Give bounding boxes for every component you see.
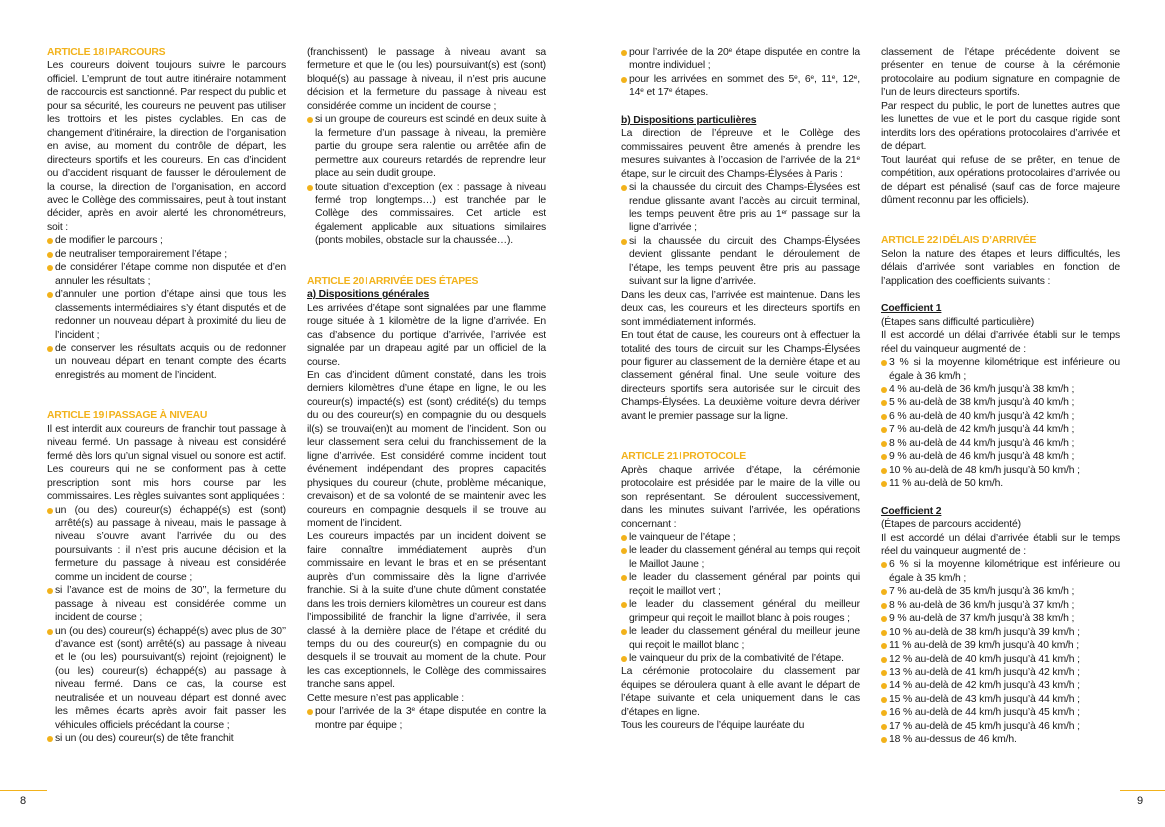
article-20-list-b <box>621 181 860 289</box>
article-20-subheading-a: a) Dispositions générales <box>307 289 430 301</box>
article-21-p3-start: Tous les coureurs de l’équipe lauréate du <box>621 720 805 732</box>
article-20-list-part1 <box>307 705 546 732</box>
list-item: si l’avance est de moins de 30’’, la fermeture du passage à niveau est considérée comme un incident de course ; <box>47 584 286 624</box>
article-20-p7: En tout état de cause, les coureurs ont à effectuer la totalité des tours de circuit sur les Champs-Élysées pour figurer au classement de la dernière étape et au classement général final. Une seule voiture des directeurs sportifs sera autorisée sur le circuit des Champs-Élysées. La deuxième voiture devra dériver avant le premier passage sur la ligne. <box>621 330 860 422</box>
list-item: 8 % au-delà de 36 km/h jusqu’à 37 km/h ; <box>881 599 1120 612</box>
list-item: un (ou des) coureur(s) échappé(s) avec plus de 30’’ d’avance est (sont) arrêté(s) au passage à niveau et le (ou les) poursuivant(s) rejoint (rejoignent) le (ou les) coureur(s) échappé(s) au passage à niveau fermé. Dans ce cas, la course est neutralisée et un nouveau départ est donné avec les mêmes écarts après avoir fait passer les véhicules officiels précédant la course ; <box>47 625 286 733</box>
list-item: pour l’arrivée de la 20e étape disputée en contre la montre individuel ; <box>621 46 860 73</box>
list-item: 14 % au-delà de 42 km/h jusqu’à 43 km/h ; <box>881 679 1120 692</box>
list-item: le leader du classement général par points qui reçoit le maillot vert ; <box>621 571 860 598</box>
article-21-list <box>621 531 860 666</box>
list-item: 17 % au-delà de 45 km/h jusqu’à 46 km/h ; <box>881 720 1120 733</box>
column-2 <box>307 46 546 732</box>
article-19-list-part1 <box>47 504 286 746</box>
list-item: 9 % au-delà de 46 km/h jusqu’à 48 km/h ; <box>881 450 1120 463</box>
coefficient-1-subtitle: (Étapes sans difficulté particulière) <box>881 316 1035 328</box>
footer-rule-right <box>1120 790 1165 791</box>
article-21-p2: La cérémonie protocolaire du classement par équipes se déroulera quant à elle avant le départ de l’étape suivante et cela uniquement dans le cas d’étapes en ligne. <box>621 666 860 718</box>
list-item: 8 % au-delà de 44 km/h jusqu’à 46 km/h ; <box>881 437 1120 450</box>
article-22-p1: Selon la nature des étapes et leurs difficultés, les délais d’arrivée sont variables en fonction de l’application des coefficients suivants : <box>881 248 1120 287</box>
article-20-subheading-b: b) Dispositions particulières <box>621 114 757 126</box>
list-item: si la chaussée du circuit des Champs-Élysées est rendue glissante avant l’accès au circuit terminal, les temps peuvent être pris au 1er passage sur la ligne d’arrivée ; <box>621 181 860 235</box>
list-item: le leader du classement général au temps qui reçoit le Maillot Jaune ; <box>621 544 860 571</box>
list-item: un (ou des) coureur(s) échappé(s) est (sont) arrêté(s) au passage à niveau, mais le passage à niveau s’ouvre avant l’arrivée du ou des poursuivants : il n’est pris aucune décision et la fermeture du passage à niveau est considérée comme un incident de course ; <box>47 504 286 585</box>
page-number-right: 9 <box>1137 795 1144 807</box>
list-item: si un groupe de coureurs est scindé en deux suite à la fermeture d’un passage à niveau, la première partie du groupe sera ralentie ou arrêtée afin de permettre aux coureurs retardés de reprendre leur place au sein dudit groupe. <box>307 113 546 180</box>
list-item: 9 % au-delà de 37 km/h jusqu’à 38 km/h ; <box>881 612 1120 625</box>
coefficient-2-title: Coefficient 2 <box>881 505 942 517</box>
column-1 <box>47 46 286 746</box>
list-item: le vainqueur du prix de la combativité de l’étape. <box>621 652 860 665</box>
list-item: 3 % si la moyenne kilométrique est inférieure ou égale à 36 km/h ; <box>881 356 1120 383</box>
article-19-intro: Il est interdit aux coureurs de franchir tout passage à niveau fermé. Un passage à niveau est considéré fermé dès lors qu’un signal visuel ou sonore est actif. Les coureurs qui ne se conforment pas à cette prescription sont mis hors course par les commissaires. Les règles suivantes sont appliquées : <box>47 423 286 503</box>
list-item: le vainqueur de l’étape ; <box>621 531 860 544</box>
coefficient-2-subtitle: (Étapes de parcours accidenté) <box>881 519 1021 531</box>
list-item: 10 % au-delà de 48 km/h jusqu’à 50 km/h ; <box>881 464 1120 477</box>
list-item: de considérer l’étape comme non disputée et d’en annuler les résultats ; <box>47 261 286 288</box>
list-item: 7 % au-delà de 42 km/h jusqu’à 44 km/h ; <box>881 423 1120 436</box>
list-item: 10 % au-delà de 38 km/h jusqu’à 39 km/h ; <box>881 626 1120 639</box>
article-21-p1: Après chaque arrivée d’étape, la cérémonie protocolaire est présidée par le maire de la ville ou son représentant. Se déroulent successivement, dans les minutes suivant l’arrivée, les opérations concernant : <box>621 464 860 530</box>
list-item: de neutraliser temporairement l’étape ; <box>47 248 286 261</box>
list-item: 11 % au-delà de 50 km/h. <box>881 477 1120 490</box>
article-21-heading: ARTICLE 21IPROTOCOLE <box>621 451 746 463</box>
list-item: de modifier le parcours ; <box>47 234 286 247</box>
list-item: d’annuler une portion d’étape ainsi que tous les classements intermédiaires s’y étant disputés et de redonner un nouveau départ à proximité du lieu de l’incident ; <box>47 288 286 342</box>
coefficient-1-intro: Il est accordé un délai d’arrivée établi sur le temps réel du vainqueur augmenté de : <box>881 330 1120 355</box>
article-20-p2: En cas d’incident dûment constaté, dans les trois derniers kilomètres d’une étape en ligne, le ou les coureur(s) impacté(s) est (sont) crédité(s) du temps du ou des coureur(s) en compagnie du ou desquels il(s) se trouvai(en)t au moment de l’incident. Son ou leur classement sera celui du franchissement de la ligne d’arrivée. Est considéré comme incident tout événement indépendant des propres capacités physiques du coureur (chute, problème mécanique, crevaison) et de sa volonté de se maintenir avec les coureurs en compagnie desquels il se trouve au moment de l’incident. <box>307 369 546 529</box>
coefficient-2-list <box>881 558 1120 746</box>
list-item: si un (ou des) coureur(s) de tête franchit <box>47 732 286 745</box>
list-item: 16 % au-delà de 44 km/h jusqu’à 45 km/h ; <box>881 706 1120 719</box>
article-21-p4: Par respect du public, le port de lunettes autres que les lunettes de vue et le port du casque rigide sont interdits lors des opérations protocolaires d’arrivée et de départ. <box>881 100 1120 153</box>
list-item: 13 % au-delà de 41 km/h jusqu’à 42 km/h ; <box>881 666 1120 679</box>
article-22-heading: ARTICLE 22IDÉLAIS D’ARRIVÉE <box>881 235 1037 247</box>
article-20-p5: La direction de l’épreuve et le Collège des commissaires peuvent être amenés à prendre les mesures suivantes à l’occasion de l’arrivée de la 21e étape, sur le circuit des Champs-Élysées à Paris : <box>621 128 860 180</box>
list-item: si la chaussée du circuit des Champs-Élysées devient glissante pendant le déroulement de l’étape, les temps peuvent être pris au passage suivant sur la ligne d’arrivée. <box>621 235 860 289</box>
coefficient-1-list <box>881 356 1120 491</box>
article-20-p4: Cette mesure n’est pas applicable : <box>307 692 465 704</box>
article-21-p5: Tout lauréat qui refuse de se prêter, en tenue de compétition, aux opérations protocolaires d’arrivée ou de départ est pénalisé (sauf cas de force majeure dûment reconnu par les officiels). <box>881 154 1120 206</box>
list-item: 7 % au-delà de 35 km/h jusqu’à 36 km/h ; <box>881 585 1120 598</box>
column-4 <box>881 46 1120 747</box>
list-item: 11 % au-delà de 39 km/h jusqu’à 40 km/h ; <box>881 639 1120 652</box>
list-item: de conserver les résultats acquis ou de redonner un nouveau départ en tenant compte des écarts enregistrés au moment de l’incident. <box>47 342 286 382</box>
list-item: 6 % si la moyenne kilométrique est inférieure ou égale à 35 km/h ; <box>881 558 1120 585</box>
list-item: 18 % au-dessus de 46 km/h. <box>881 733 1120 746</box>
article-21-p3-continued: classement de l’étape précédente doivent se présenter en tenue de course à la cérémonie protocolaire au podium signature en compagnie de l’un de leurs directeurs sportifs. <box>881 47 1120 99</box>
list-item: le leader du classement général du meilleur jeune qui reçoit le maillot blanc ; <box>621 625 860 652</box>
article-20-list-part2 <box>621 46 860 100</box>
coefficient-1-title: Coefficient 1 <box>881 303 942 315</box>
list-item: 4 % au-delà de 36 km/h jusqu’à 38 km/h ; <box>881 383 1120 396</box>
article-19-heading: ARTICLE 19IPASSAGE À NIVEAU <box>47 410 208 422</box>
page-number-left: 8 <box>20 795 27 807</box>
list-item: 5 % au-delà de 38 km/h jusqu’à 40 km/h ; <box>881 396 1120 409</box>
coefficient-2-intro: Il est accordé un délai d’arrivée établi sur le temps réel du vainqueur augmenté de : <box>881 532 1120 557</box>
list-item: 6 % au-delà de 40 km/h jusqu’à 42 km/h ; <box>881 410 1120 423</box>
list-item: pour les arrivées en sommet des 5e, 6e, 11e, 12e, 14e et 17e étapes. <box>621 73 860 100</box>
article-18-heading: ARTICLE 18IPARCOURS <box>47 47 166 58</box>
article-19-list-part2 <box>307 113 546 248</box>
article-20-heading: ARTICLE 20IARRIVÉE DES ÉTAPES <box>307 275 479 287</box>
column-3 <box>621 46 860 733</box>
list-item: toute situation d’exception (ex : passage à niveau fermé trop longtemps…) est tranchée par le Collège des commissaires. Cet article est également applicable aux situations similaires (ponts mobiles, obstacle sur la chaussée…). <box>307 181 546 248</box>
article-20-p6: Dans les deux cas, l’arrivée est maintenue. Dans les deux cas, les coureurs et les directeurs sportifs en sont immédiatement informés. <box>621 289 860 328</box>
list-item: 15 % au-delà de 43 km/h jusqu’à 44 km/h ; <box>881 693 1120 706</box>
footer-rule-left <box>0 790 47 791</box>
article-19-continued: (franchissent) le passage à niveau avant sa fermeture et que le (ou les) poursuivant(s) est (sont) bloqué(s) au passage à niveau, il n’est pris aucune décision et la fermeture du passage à niveau est considérée comme un incident de course ; <box>307 47 546 112</box>
list-item: 12 % au-delà de 40 km/h jusqu’à 41 km/h ; <box>881 653 1120 666</box>
article-20-p1: Les arrivées d’étape sont signalées par une flamme rouge située à 1 kilomètre de la ligne d’arrivée. En cas d’absence du portique d’arrivée, l’arrivée est signalée par un drapeau agité par un officiel de la course. <box>307 302 546 368</box>
article-18-intro: Les coureurs doivent toujours suivre le parcours officiel. L’emprunt de tout autre itinéraire notamment de raccourcis est sanctionné. Par respect du public et pour sa sécurité, les coureurs ne peuvent pas utiliser les trottoirs et les pistes cyclables. En cas de changement d’itinéraire, la direction de l’organisation en avise, au moment du contrôle de départ, les directeurs sportifs et les coureurs. En cas d’incident ou d’accident risquant de fausser le déroulement de la course, la direction de l’organisation, en accord avec le Collège des commissaires, peut à tout instant décider, après en avoir alerté les chronométreurs, soit : <box>47 60 286 233</box>
list-item: le leader du classement général du meilleur grimpeur qui reçoit le maillot blanc à pois rouges ; <box>621 598 860 625</box>
article-18-list <box>47 234 286 382</box>
list-item: pour l’arrivée de la 3e étape disputée en contre la montre par équipe ; <box>307 705 546 732</box>
article-20-p3: Les coureurs impactés par un incident doivent se faire connaître immédiatement auprès d’un commissaire en levant le bras et en se présentant auprès d’un commissaire dès la ligne d’arrivée franchie. Si à la suite d’une chute dûment constatée dans les trois derniers kilomètres un coureur est dans l’impossibilité de franchir la ligne d’arrivée, il sera classé à la dernière place de l’étape et crédité du temps du ou des coureur(s) en compagnie du ou desquels il se trouvait au moment de la chute. Pour les cas exceptionnels, le Collège des commissaires tranche sans appel. <box>307 531 546 691</box>
